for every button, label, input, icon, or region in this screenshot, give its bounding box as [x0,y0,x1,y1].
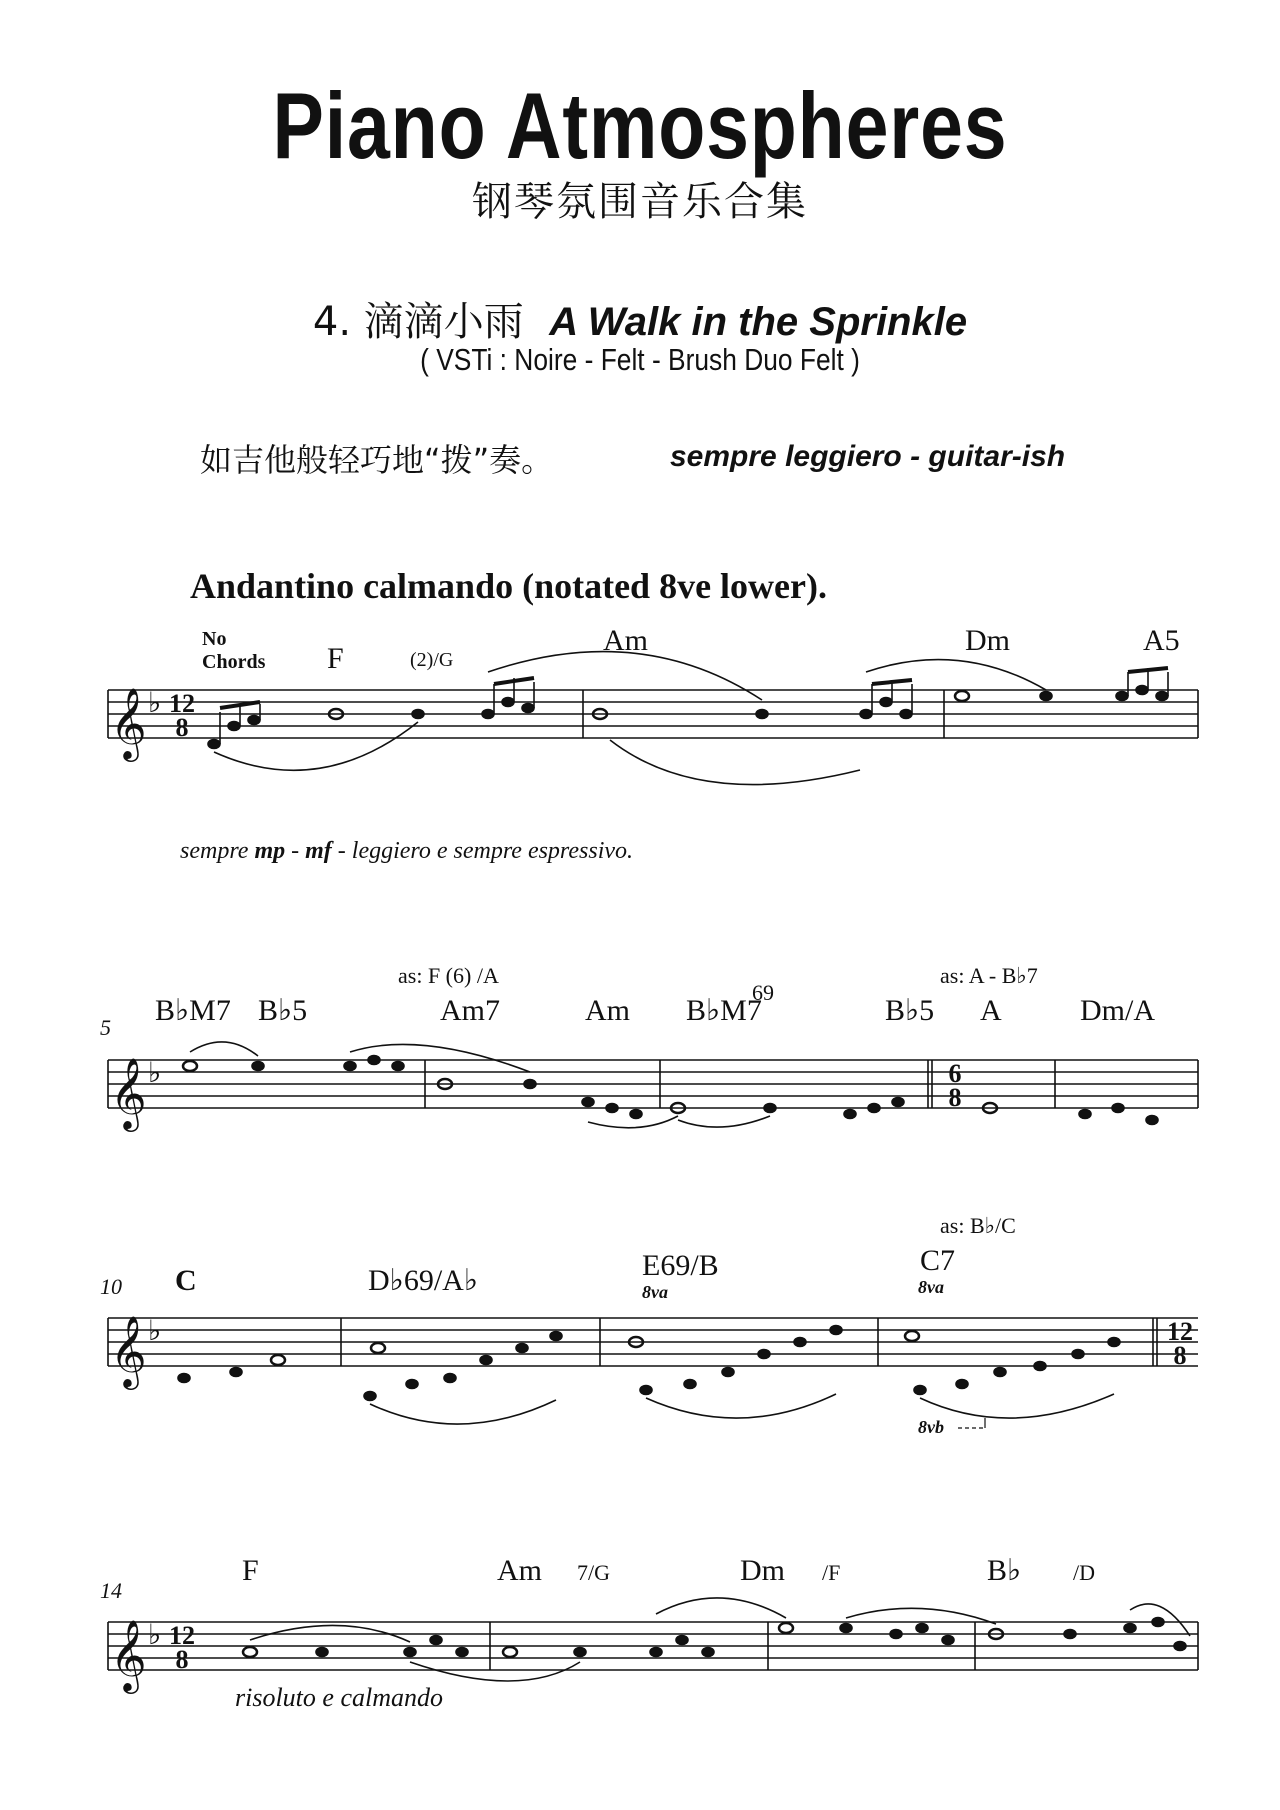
chord-symbol: Dm [965,624,1010,657]
time-sig-top: 12 [169,1621,195,1650]
chord-symbol: 7/G [577,1560,610,1585]
time-sig-bottom: 8 [948,1083,962,1112]
chord-symbol: B♭ [987,1554,1022,1587]
instruction-cn: 如吉他般轻巧地“拨”奏。 [200,441,554,479]
measure-number: 5 [100,1015,111,1040]
dynamics-prefix: sempre [180,838,255,864]
chord-symbol: C [175,1264,197,1297]
dynamics-line [180,838,633,865]
treble-clef-icon: 𝄞 [110,1056,147,1129]
chord-label: No [202,628,227,650]
chord-symbol: B♭5 [258,994,308,1027]
chord-symbol: /F [822,1560,841,1585]
collection-subtitle: 钢琴氛围音乐合集 [472,179,808,225]
measure-number: 14 [100,1578,122,1603]
staff-system-4 [108,1622,1198,1670]
staff-system-1 [108,690,1198,738]
chord-label: Chords [202,651,266,673]
chord-symbol: F [242,1554,259,1587]
dynamics-text: - leggiero e sempre espressivo. [331,838,634,864]
measure-number: 10 [100,1274,122,1299]
chord-symbol: A5 [1143,624,1180,657]
treble-clef-icon: 𝄞 [110,1618,147,1691]
instruction-en: sempre leggiero - guitar-ish [670,440,1066,473]
vsti-note: ( VSTi : Noire - Felt - Brush Duo Felt ) [420,342,860,377]
chord-symbol: B♭M7 [686,994,762,1027]
key-flat-icon: ♭ [148,1618,162,1651]
chord-symbol: Dm [740,1554,785,1587]
chord-symbol: Dm/A [1080,994,1155,1027]
chord-symbol: Am [603,624,648,657]
key-flat-icon: ♭ [148,1056,162,1089]
piece-title-en: A Walk in the Sprinkle [549,300,968,344]
octave-mark: 8vb [918,1417,944,1437]
chord-symbol: E69/B [642,1249,719,1282]
chord-symbol: Am [585,994,630,1027]
time-sig-bottom: 8 [175,1645,189,1674]
chord-symbol: Am7 [440,994,500,1027]
collection-title: Piano Atmospheres [272,73,1008,178]
chord-extension: 69 [752,980,774,1005]
treble-clef-icon: 𝄞 [110,1314,147,1387]
chord-symbol: D♭69/A♭ [368,1264,478,1297]
alt-label: as: A - B♭7 [940,963,1038,988]
dynamics-separator: - [285,838,306,864]
chord-symbol: (2)/G [410,649,454,671]
dynamic-mp: mp [254,838,286,864]
alt-label: as: F (6) /A [398,963,499,988]
chord-symbol: F [327,642,344,675]
dynamic-mf: mf [305,838,332,864]
time-sig-top: 12 [1167,1317,1193,1346]
key-flat-icon: ♭ [148,686,162,719]
chord-symbol: C7 [920,1244,956,1277]
chord-symbol: A [980,994,1002,1027]
chord-symbol: B♭5 [885,994,935,1027]
time-sig-top: 12 [169,689,195,718]
notes [175,668,1186,1657]
piece-number: 4. 滴滴小雨 [312,299,524,345]
expression-risoluto: risoluto e calmando [235,1683,443,1712]
time-sig-bottom: 8 [175,713,189,742]
chord-symbol: B♭M7 [155,994,231,1027]
time-sig-bottom: 8 [1173,1341,1187,1370]
key-flat-icon: ♭ [148,1314,162,1347]
staff-system-2 [108,1060,1198,1108]
time-sig-top: 6 [948,1059,962,1088]
chord-symbol: Am [497,1554,542,1587]
octave-mark: 8va [642,1282,668,1302]
octave-mark: 8va [918,1277,944,1297]
alt-label: as: B♭/C [940,1213,1016,1238]
chord-symbol: /D [1073,1560,1095,1585]
tempo-marking: Andantino calmando (notated 8ve lower). [190,566,827,606]
slurs [190,652,1190,1681]
treble-clef-icon: 𝄞 [110,686,147,759]
